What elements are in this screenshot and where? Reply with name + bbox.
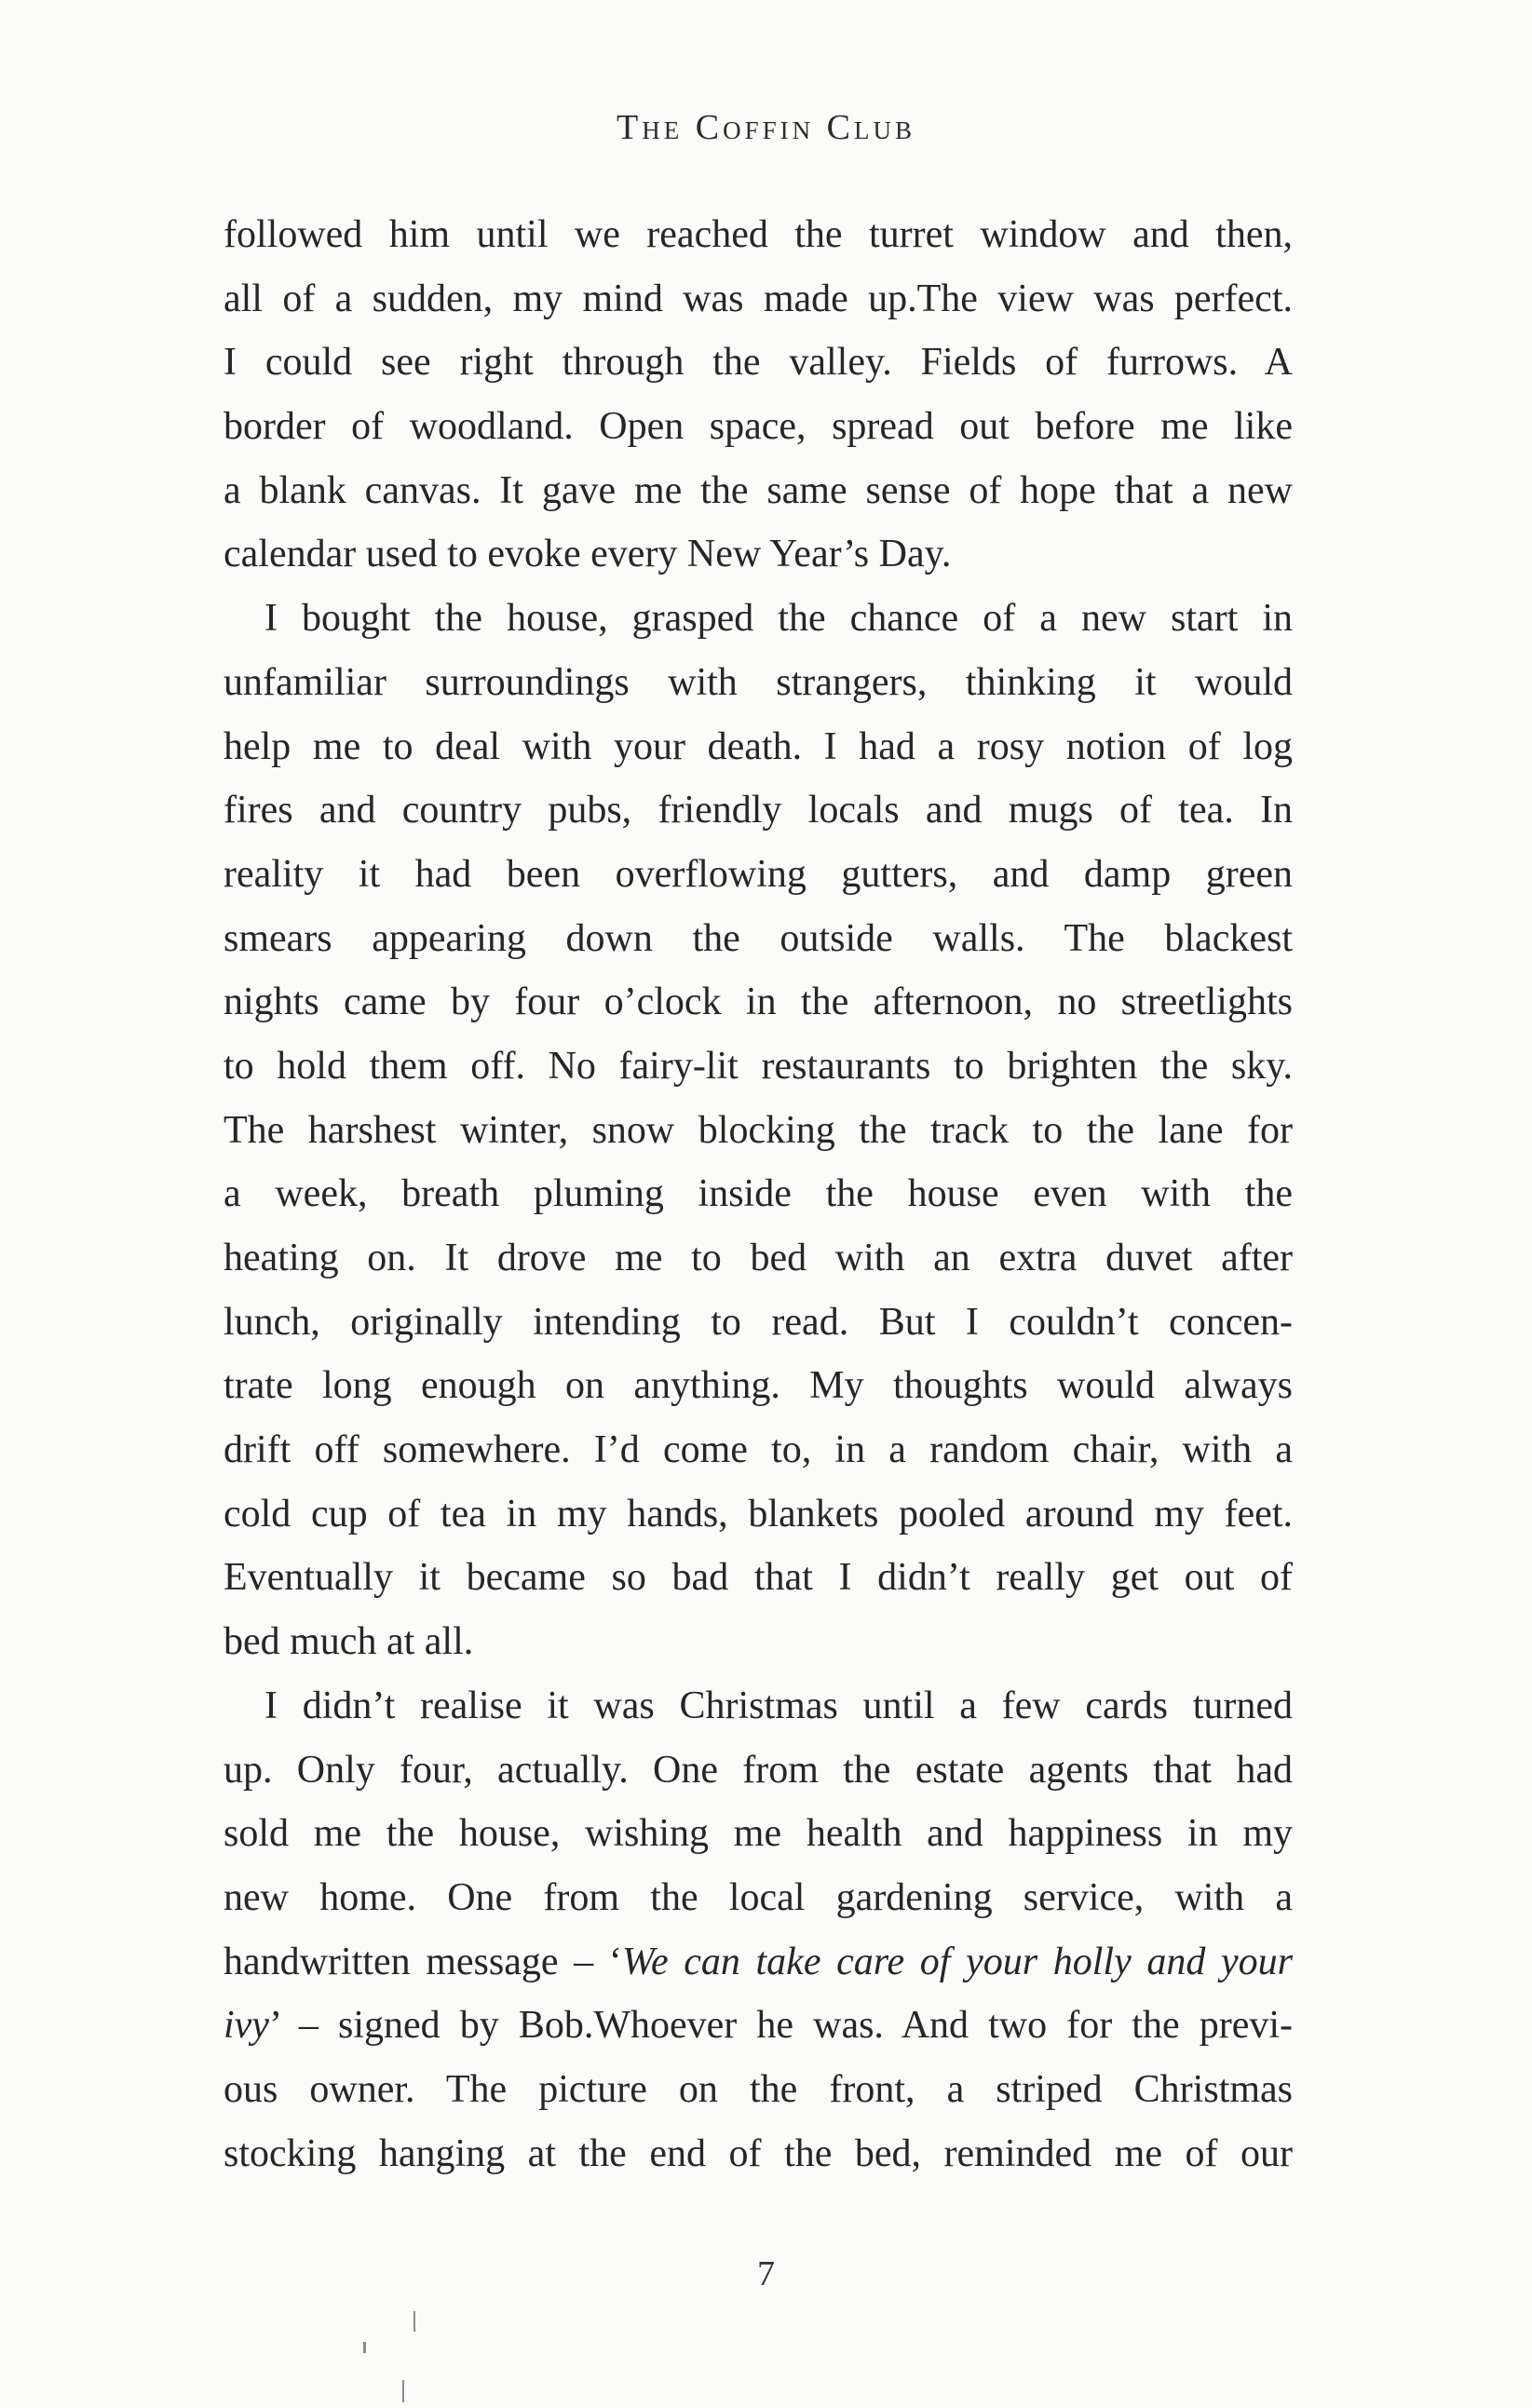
text-line: calendar used to evoke every New Year’s Day. bbox=[224, 533, 952, 576]
page-number: 7 bbox=[757, 2254, 775, 2293]
text-line: followed him until we reached the turret window and then, bbox=[224, 213, 1293, 256]
paragraph-1 bbox=[224, 203, 1293, 587]
text-line: a week, breath pluming inside the house even with the bbox=[224, 1172, 1293, 1216]
text-line-with-quote bbox=[224, 1930, 1293, 1995]
text-line: smears appearing down the outside walls. The blackest bbox=[224, 916, 1293, 960]
text-line: sold me the house, wishing me health and happiness in my bbox=[224, 1812, 1293, 1856]
text-line: stocking hanging at the end of the bed, reminded me of our bbox=[224, 2131, 1293, 2175]
text-line: new home. One from the local gardening service, with a bbox=[224, 1875, 1293, 1919]
text-line: heating on. It drove me to bed with an extra duvet after bbox=[224, 1237, 1293, 1279]
text-segment: ’ – signed by Bob.Whoever he was. And two for the previ- bbox=[268, 2004, 1293, 2048]
running-head: The Coffin Club bbox=[617, 108, 915, 147]
text-line-with-quote bbox=[224, 1994, 1293, 2058]
paragraph-3 bbox=[224, 1674, 1293, 2186]
text-line: lunch, originally intending to read. But I couldn’t concen- bbox=[224, 1300, 1293, 1344]
scan-speck bbox=[363, 2342, 366, 2353]
scan-speck bbox=[414, 2311, 415, 2332]
text-line: reality it had been overflowing gutters, and damp green bbox=[224, 852, 1293, 896]
text-line: border of woodland. Open space, spread out before me like bbox=[224, 405, 1293, 449]
text-line: ous owner. The picture on the front, a striped Christmas bbox=[224, 2067, 1293, 2111]
text-line: cold cup of tea in my hands, blankets pooled around my feet. bbox=[224, 1492, 1293, 1535]
body-text bbox=[224, 203, 1293, 2185]
text-line: I could see right through the valley. Fields of furrows. A bbox=[224, 341, 1293, 385]
text-segment: handwritten message – ‘ bbox=[224, 1940, 622, 1983]
text-line: unfamiliar surroundings with strangers, thinking it would bbox=[224, 660, 1293, 704]
text-line: drift off somewhere. I’d come to, in a random chair, with a bbox=[224, 1428, 1293, 1472]
text-line: help me to deal with your death. I had a rosy notion of log bbox=[224, 724, 1293, 768]
quoted-message: We can take care of your holly and your bbox=[621, 1940, 1293, 1983]
text-line: The harshest winter, snow blocking the track to the lane for bbox=[224, 1108, 1293, 1152]
text-line: trate long enough on anything. My thoughts would always bbox=[224, 1364, 1293, 1408]
quoted-message: ivy bbox=[224, 2004, 269, 2048]
text-line: I bought the house, grasped the chance of a new start in bbox=[264, 597, 1293, 641]
scan-speck bbox=[402, 2380, 404, 2402]
text-line: to hold them off. No fairy-lit restaurants to brighten the sky. bbox=[224, 1044, 1293, 1088]
text-line: nights came by four o’clock in the afternoon, no streetlights bbox=[224, 981, 1293, 1024]
text-line: a blank canvas. It gave me the same sense of hope that a new bbox=[224, 468, 1293, 512]
text-line: bed much at all. bbox=[224, 1620, 474, 1664]
text-line: I didn’t realise it was Christmas until a few cards turned bbox=[264, 1684, 1293, 1727]
text-line: Eventually it became so bad that I didn’t really get out of bbox=[224, 1556, 1293, 1600]
text-line: fires and country pubs, friendly locals and mugs of tea. In bbox=[224, 789, 1293, 832]
text-line: up. Only four, actually. One from the estate agents that had bbox=[224, 1748, 1293, 1792]
paragraph-2 bbox=[224, 587, 1293, 1674]
text-line: all of a sudden, my mind was made up.The view was perfect. bbox=[224, 277, 1293, 320]
